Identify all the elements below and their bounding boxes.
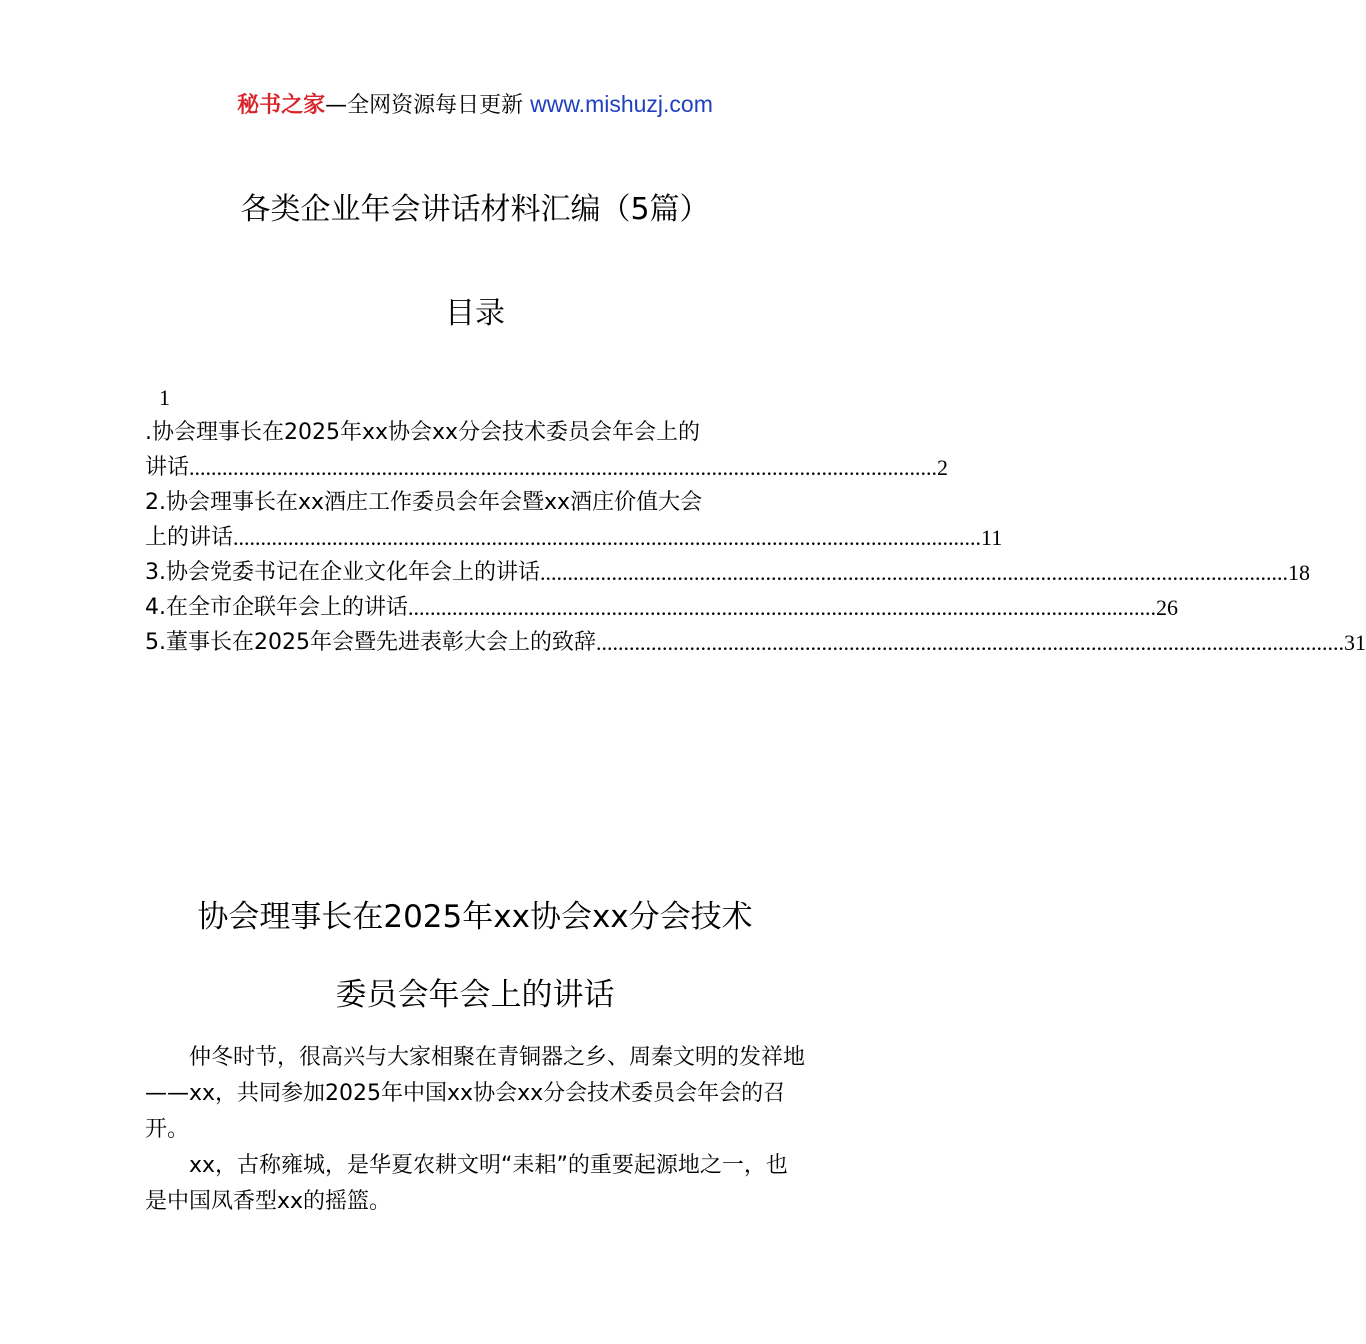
table-of-contents xyxy=(145,380,1366,660)
site-url-link[interactable]: www.mishuzj.com xyxy=(530,91,713,117)
body-paragraph: xx，古称雍城，是华夏农耕文明“耒耜”的重要起源地之一，也是中国凤香型xx的摇篮。 xyxy=(145,1153,788,1214)
toc-item-4-label: 4.在全市企联年会上的讲话 xyxy=(145,595,408,620)
toc-item-2-line1[interactable]: 2.协会理事长在xx酒庄工作委员会年会暨xx酒庄价值大会 xyxy=(145,490,703,515)
toc-item-1-number: 1 xyxy=(159,385,170,410)
toc-leader-dots: ........................................................................................................................................ xyxy=(189,455,938,480)
toc-item-3[interactable] xyxy=(145,555,1310,590)
toc-item-3-page: 18 xyxy=(1288,560,1310,585)
toc-item-4[interactable] xyxy=(145,590,1178,625)
toc-leader-dots: ........................................................................................................................................ xyxy=(540,560,1288,585)
toc-item-2[interactable] xyxy=(145,520,1003,555)
section-body xyxy=(145,1040,805,1220)
section-title-line-1: 协会理事长在2025年xx协会xx分会技术 xyxy=(197,899,753,935)
toc-leader-dots: ........................................................................................................................................ xyxy=(595,630,1344,655)
section-title xyxy=(145,878,805,1034)
body-paragraph: 仲冬时节，很高兴与大家相聚在青铜器之乡、周秦文明的发祥地——xx，共同参加2025年中国xx协会xx分会技术委员会年会的召开。 xyxy=(145,1045,806,1142)
toc-item-1[interactable] xyxy=(145,450,949,485)
header-slogan: —全网资源每日更新 xyxy=(325,93,531,118)
toc-item-1-page: 2 xyxy=(937,455,949,480)
toc-item-2-page: 11 xyxy=(981,525,1003,550)
toc-item-1-line2: 讲话 xyxy=(145,455,190,480)
section-title-line-2: 委员会年会上的讲话 xyxy=(335,977,615,1013)
toc-heading: 目录 xyxy=(445,296,505,331)
toc-item-5-label: 5.董事长在2025年会暨先进表彰大会上的致辞 xyxy=(145,630,596,655)
toc-leader-dots: ........................................................................................................................................ xyxy=(408,595,1156,620)
document-title: 各类企业年会讲话材料汇编（5篇） xyxy=(240,192,710,227)
toc-item-5-page: 31 xyxy=(1343,630,1366,655)
toc-item-5[interactable] xyxy=(145,625,1366,660)
brand-name: 秘书之家 xyxy=(237,93,326,118)
toc-item-2-line2: 上的讲话 xyxy=(145,525,234,550)
toc-item-1-line1[interactable]: .协会理事长在2025年xx协会xx分会技术委员会年会上的 xyxy=(145,420,701,445)
toc-item-3-label: 3.协会党委书记在企业文化年会上的讲话 xyxy=(145,560,540,585)
toc-leader-dots: ........................................................................................................................................ xyxy=(233,525,982,550)
site-header xyxy=(0,88,950,122)
toc-item-4-page: 26 xyxy=(1156,595,1178,620)
